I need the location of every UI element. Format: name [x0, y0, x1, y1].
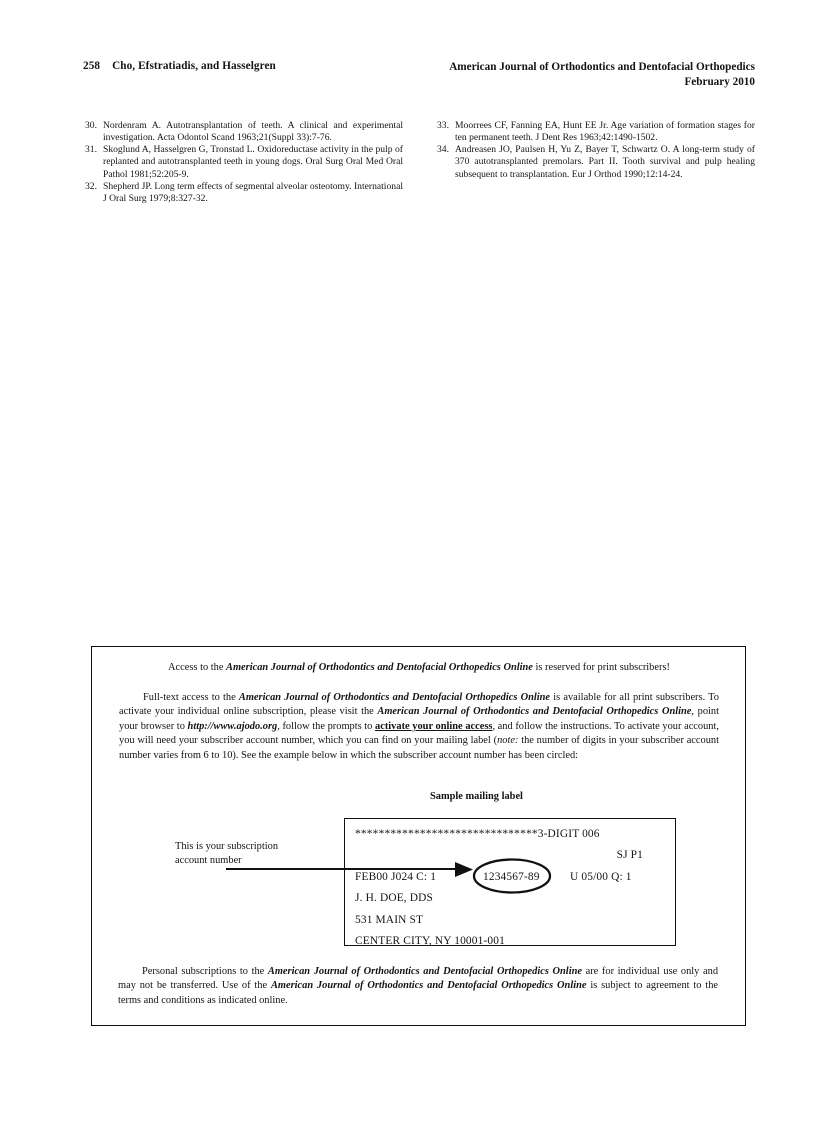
reference-item [83, 144, 403, 180]
annotation-line-2: account number [175, 854, 242, 866]
journal-title: American Journal of Orthodontics and Dentofacial Orthopedics [449, 61, 755, 73]
running-head-left [83, 60, 276, 72]
para1-journal-name-1: American Journal of Orthodontics and Dentofacial Orthopedics Online [238, 692, 551, 703]
para1-segment-6: the number of digits in your subscriber account number varies from 6 to 10). See the example below in which the subscriber account number has been circled: [119, 735, 720, 761]
para1-journal-name-2: American Journal of Orthodontics and Dentofacial Orthopedics Online [377, 706, 692, 718]
mailing-label-zip-route: 3-DIGIT 006 [537, 828, 600, 840]
reference-item [83, 120, 403, 144]
mailing-label-stars: ******************************* [355, 828, 538, 840]
sample-mailing-label-title: Sample mailing label [430, 791, 523, 802]
running-head [83, 60, 755, 94]
issue-date: February 2010 [684, 76, 755, 88]
mailing-label-row-3 [355, 867, 667, 888]
para1-note-label: note: [497, 735, 519, 747]
notice-paragraph-1 [119, 691, 719, 763]
para1-segment-1: Full-text access to the [143, 692, 239, 703]
para2-segment-2: are for individual use only and may not be transferred. Use of the [118, 966, 719, 992]
reference-item [83, 181, 403, 205]
mailing-label-lines [355, 824, 667, 952]
mailing-label-row-6 [355, 931, 667, 952]
mailing-label-expiry-code: U 05/00 Q: 1 [570, 870, 632, 883]
headline-journal-name: American Journal of Orthodontics and Dentofacial Orthopedics Online [226, 662, 533, 673]
mailing-label-row-4 [355, 888, 667, 909]
reference-item [435, 120, 755, 144]
notice-paragraph-2 [118, 965, 718, 1008]
mailing-label-recipient: J. H. DOE, DDS [355, 892, 434, 905]
reference-column-left [83, 120, 403, 205]
para1-segment-5: , and follow the instructions. To activate your account, you will need your subscriber account number, which you can find on your mailing label ( [119, 720, 719, 747]
mailing-label-issue-code: FEB00 J024 C: 1 [355, 870, 437, 883]
mailing-label-box [344, 818, 676, 946]
reference-text: Andreasen JO, Paulsen H, Yu Z, Bayer T, Schwartz O. A long-term study of 370 autotransplanted premolars. Part II. Tooth survival and pulp healing subsequent to transplantation. Eur J Orthod 1990;12:14-24. [455, 144, 755, 180]
reference-text: Skoglund A, Hasselgren G, Tronstad L. Oxidoreductase activity in the pulp of replanted and autotransplanted teeth in young dogs. Oral Surg Oral Med Oral Pathol 1981;52:205-9. [103, 144, 403, 180]
ajodo-url-link[interactable]: http://www.ajodo.org [187, 720, 278, 732]
reference-text: Shepherd JP. Long term effects of segmental alveolar osteotomy. International J Oral Surg 1979;8:327-32. [103, 180, 403, 204]
running-head-authors: Cho, Efstratiadis, and Hasselgren [112, 60, 276, 72]
reference-number: 30. [85, 120, 97, 131]
notice-headline [119, 661, 719, 675]
page-number: 258 [83, 60, 101, 72]
para2-journal-name-1: American Journal of Orthodontics and Dentofacial Orthopedics Online [267, 966, 582, 977]
reference-list [83, 120, 755, 205]
para2-segment-3: is subject to agreement to the terms and conditions as indicated online. [118, 980, 719, 1006]
para1-segment-2: is available for all print subscribers. To activate your individual online subscription, please visit the [119, 692, 719, 718]
headline-prefix: Access to the [168, 662, 227, 673]
reference-item [435, 144, 755, 180]
notice-content [119, 661, 719, 763]
para2-journal-name-2: American Journal of Orthodontics and Dentofacial Orthopedics Online [270, 980, 587, 992]
subscriber-account-number: 1234567-89 [483, 870, 540, 883]
account-number-annotation [175, 840, 325, 867]
reference-column-right [435, 120, 755, 205]
mailing-label-row-5 [355, 910, 667, 931]
reference-number: 33. [437, 120, 449, 131]
para2-segment-1: Personal subscriptions to the [142, 966, 268, 977]
mailing-label-city-state-zip: CENTER CITY, NY 10001-001 [355, 934, 505, 947]
mailing-label-row-2 [355, 845, 667, 866]
reference-number: 34. [437, 144, 449, 156]
mailing-label-sj-code: SJ P1 [616, 849, 643, 862]
headline-suffix: is reserved for print subscribers! [532, 662, 670, 673]
mailing-label-street: 531 MAIN ST [355, 913, 424, 926]
para1-segment-3: , point your browser to [119, 706, 720, 732]
reference-number: 31. [85, 144, 97, 156]
mailing-label-row-1 [355, 824, 667, 845]
reference-number: 32. [85, 180, 97, 192]
reference-text: Moorrees CF, Fanning EA, Hunt EE Jr. Age variation of formation stages for ten permanent teeth. J Dent Res 1963;42:1490-1502. [455, 120, 755, 144]
activate-online-access-link[interactable]: activate your online access [375, 720, 493, 732]
annotation-line-1: This is your subscription [175, 841, 279, 852]
running-head-right [449, 60, 755, 90]
para1-segment-4: , follow the prompts to [277, 720, 376, 732]
reference-text: Nordenram A. Autotransplantation of teeth. A clinical and experimental investigation. Acta Odontol Scand 1963;21(Suppl 33):7-76. [103, 120, 403, 144]
